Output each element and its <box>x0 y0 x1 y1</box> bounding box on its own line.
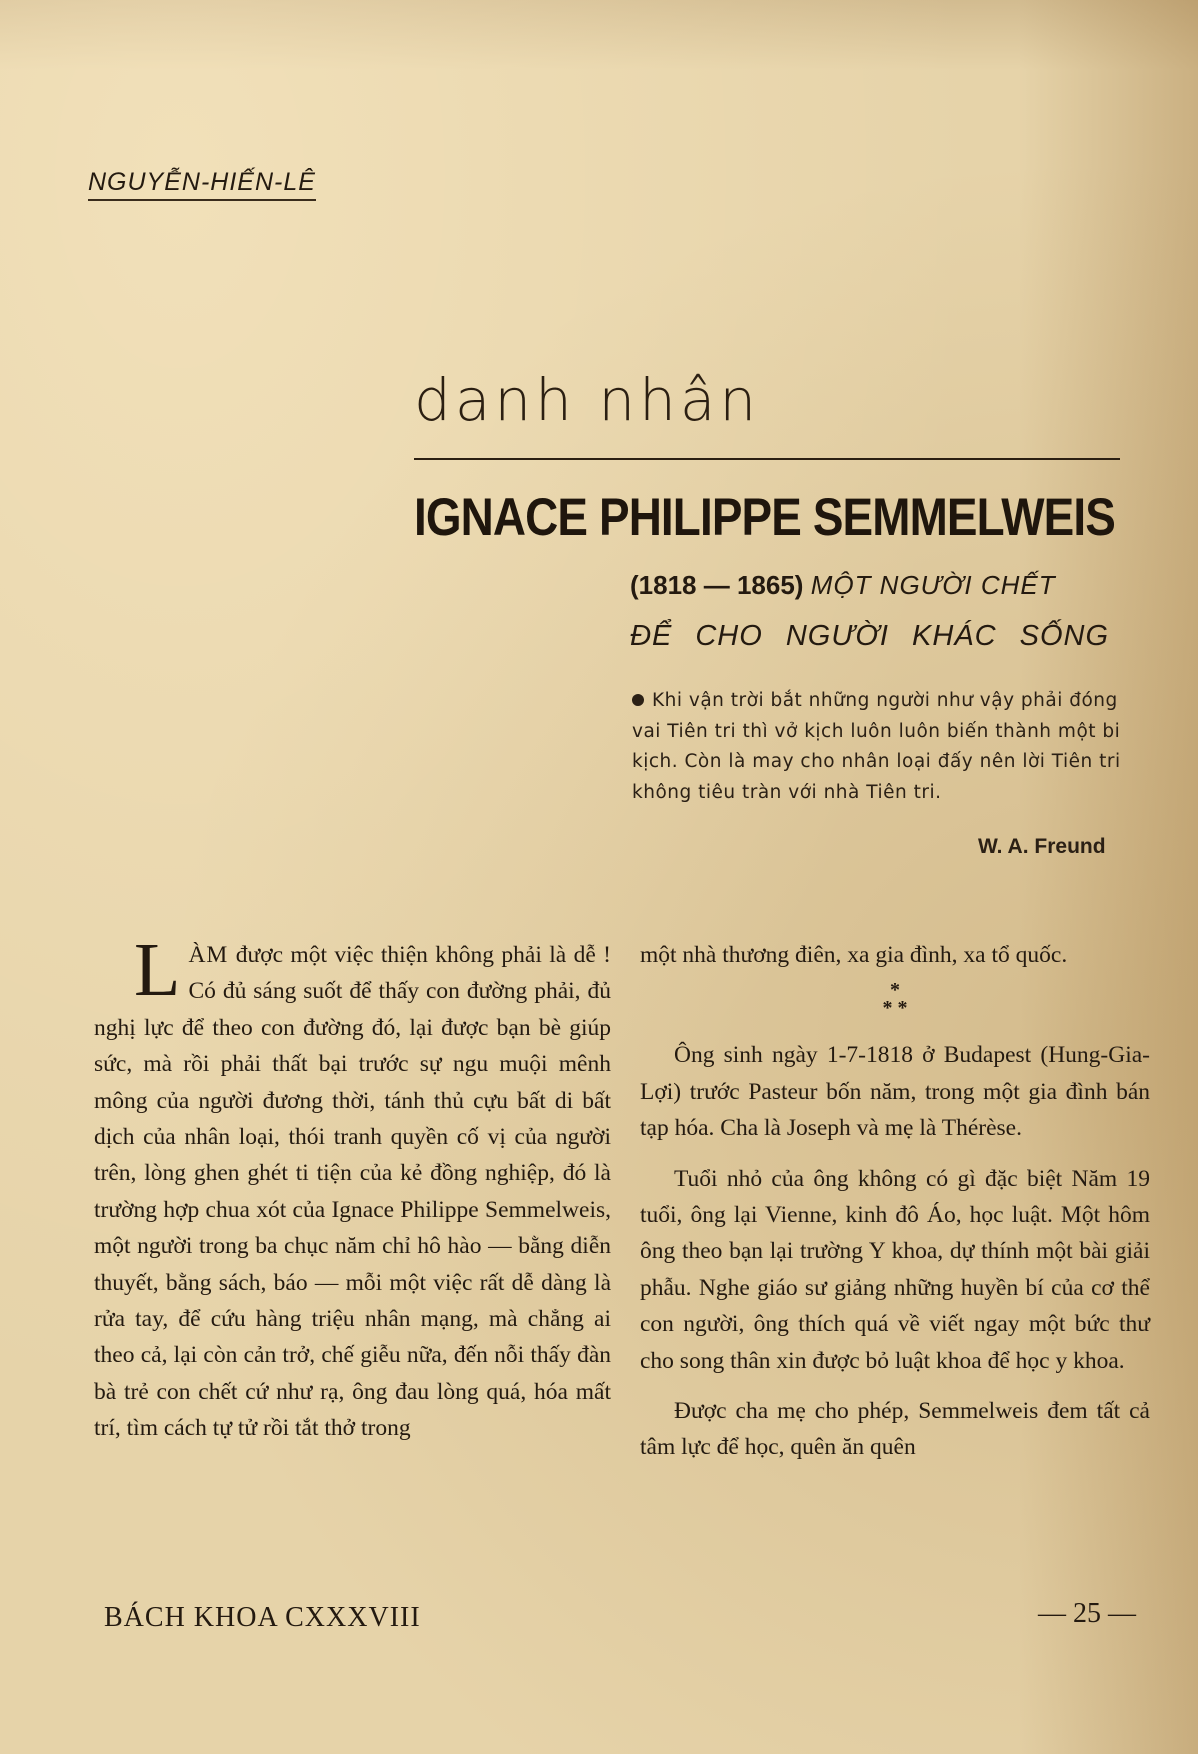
opening-paragraph <box>94 928 611 1447</box>
left-column-text: được một việc thiện không phải là dễ ! Có đủ sáng suốt để thấy con đường phải, đủ nghị lực để theo con đường đó, lại được bạn bè giúp sức, mà rồi phải thất bại trước sự ngu muội mênh mông của người đương thời, tánh thủ cựu bất di bất dịch của nhân loại, thói tranh quyền cố vị của người trên, lòng ghen ghét ti tiện của kẻ đồng nghiệp, đó là trường hợp chua xót của Ignace Philippe Semmelweis, một người trong ba chục năm chỉ hô hào — bằng diễn thuyết, bằng sách, báo — mỗi một việc rất dễ dàng là rửa tay, để cứu hàng triệu nhân mạng, mà chẳng ai theo cả, lại còn cản trở, chế giễu nữa, đến nỗi thấy đàn bà trẻ con chết cứ như rạ, ông đau lòng quá, hóa mất trí, tìm cách tự tử rồi tắt thở trong <box>94 942 611 1442</box>
publication-name: BÁCH KHOA CXXXVIII <box>104 1602 421 1633</box>
bullet-icon <box>632 694 644 706</box>
right-column <box>640 937 1150 1466</box>
right-paragraph-4: Được cha mẹ cho phép, Semmelweis đem tất cả tâm lực để học, quên ăn quên <box>640 1398 1150 1461</box>
page-number: — 25 — <box>1038 1598 1136 1629</box>
life-dates: (1818 — 1865) <box>630 570 804 600</box>
subtitle-part-1: MỘT NGƯỜI CHẾT <box>810 570 1056 600</box>
right-paragraph-2: Ông sinh ngày 1-7-1818 ở Budapest (Hung-Gia-Lợi) trước Pasteur bốn năm, trong một gia đình bán tạp hóa. Cha là Joseph và mẹ là Thérèse. <box>640 1042 1150 1142</box>
section-heading: danh nhân <box>414 366 761 434</box>
author-byline: NGUYỄN-HIẾN-LÊ <box>88 168 316 201</box>
article-title: IGNACE PHILIPPE SEMMELWEIS <box>414 488 1115 547</box>
subtitle-line-1 <box>630 570 1056 601</box>
subtitle-line-2: ĐỂ CHO NGƯỜI KHÁC SỐNG <box>630 620 1110 652</box>
right-paragraph-3: Tuổi nhỏ của ông không có gì đặc biệt Năm 19 tuổi, ông lại Vienne, kinh đô Áo, học luật. Một hôm ông theo bạn lại trường Y khoa, dự thính một bài giải phẫu. Nghe giáo sư giảng những huyền bí của cơ thể con người, ông thích quá về viết ngay một bức thư cho song thân xin được bỏ luật khoa để học y khoa. <box>640 1165 1150 1374</box>
left-column <box>94 928 611 1447</box>
title-rule <box>414 458 1120 460</box>
right-paragraph-1: một nhà thương điên, xa gia đình, xa tổ quốc. <box>640 942 1068 968</box>
epigraph-text: Khi vận trời bắt những người như vậy phải đóng vai Tiên tri thì vở kịch luôn luôn biến thành một bi kịch. Còn là may cho nhân loại đấy nên lời Tiên tri không tiêu tràn với nhà Tiên tri. <box>632 690 1121 803</box>
epigraph <box>632 686 1142 808</box>
drop-cap: L <box>134 928 181 1012</box>
lead-word: ÀM <box>188 942 229 968</box>
section-break-asterisks: * * * <box>882 979 908 1020</box>
epigraph-author: W. A. Freund <box>978 835 1106 858</box>
